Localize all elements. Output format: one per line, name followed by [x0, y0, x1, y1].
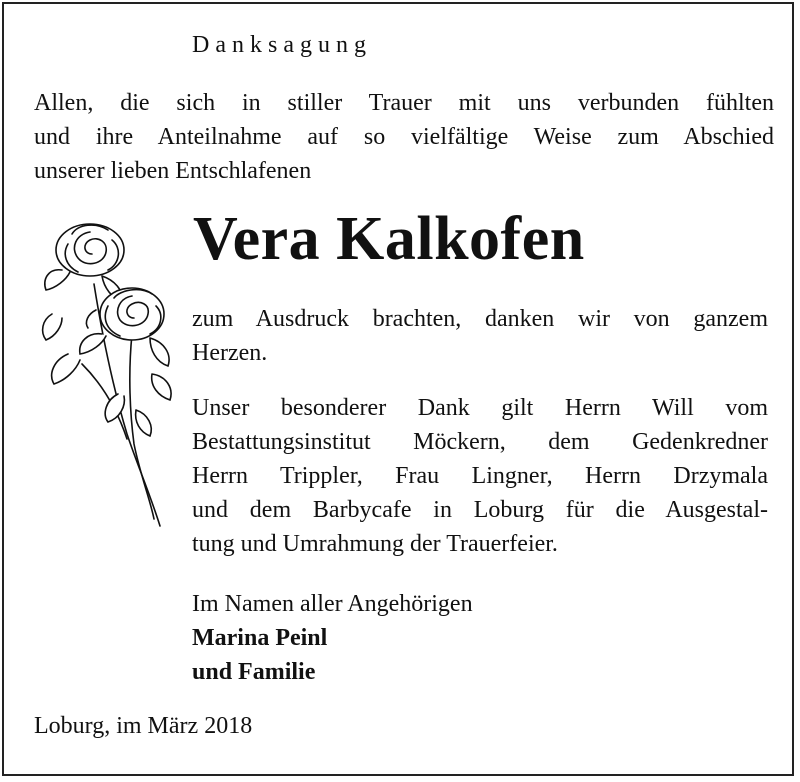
special-thanks-line: tung und Umrahmung der Trauerfeier.	[192, 531, 558, 557]
special-thanks-line: Bestattungsinstitut Möckern, dem Gedenkredner	[192, 429, 768, 455]
signature-intro: Im Namen aller Angehörigen	[192, 591, 473, 617]
special-thanks-line: Unser besonderer Dank gilt Herrn Will vom	[192, 395, 768, 421]
intro-line: und ihre Anteilnahme auf so vielfältige Weise zum Abschied	[34, 124, 774, 150]
intro-text	[34, 86, 774, 188]
intro-line: unserer lieben Entschlafenen	[34, 158, 312, 184]
thanks-line: zum Ausdruck brachten, danken wir von ganzem	[192, 306, 768, 332]
place-date: Loburg, im März 2018	[34, 713, 253, 739]
heading: Danksagung	[192, 32, 372, 58]
intro-line: Allen, die sich in stiller Trauer mit uns verbunden fühlten	[34, 90, 774, 116]
special-thanks-line: Herrn Trippler, Frau Lingner, Herrn Drzymala	[192, 463, 768, 489]
signature-family: und Familie	[192, 659, 316, 685]
deceased-name: Vera Kalkofen	[193, 205, 585, 273]
thanks-paragraph	[192, 302, 768, 370]
signature-block	[192, 587, 473, 689]
signature-name: Marina Peinl	[192, 625, 328, 651]
special-thanks-line: und dem Barbycafe in Loburg für die Ausgestal-	[192, 497, 768, 523]
roses-illustration	[32, 214, 182, 534]
thanks-line: Herzen.	[192, 340, 268, 366]
special-thanks-paragraph	[192, 391, 768, 561]
